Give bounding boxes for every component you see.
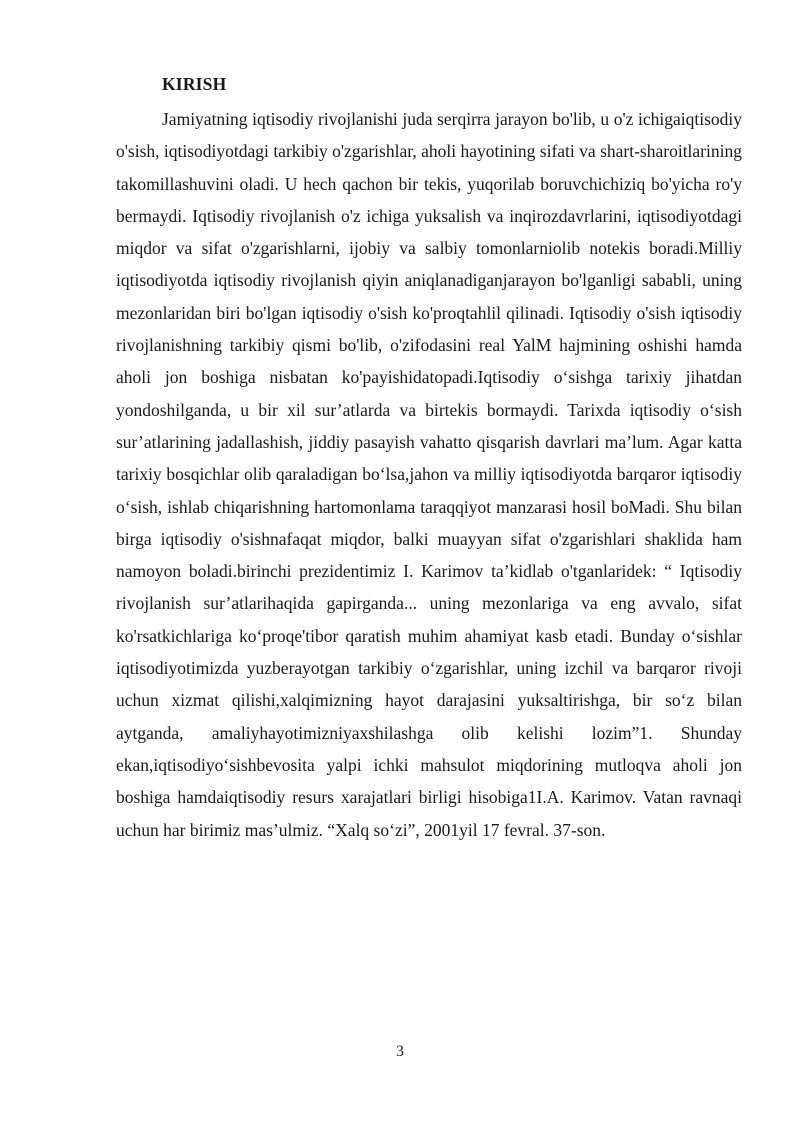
body-paragraph: Jamiyatning iqtisodiy rivojlanishi juda serqirra jarayon bo'lib, u o'z ichigaiqtisodiy o'sish, iqtisodiyotdagi tarkibiy o'zgarishlar, aholi hayotining sifati va shart-sharoitlarining takomillashuvini oladi. U hech qachon bir tekis, yuqorilab boruvchichiziq bo'yicha ro'y bermaydi. Iqtisodiy rivojlanish o'z ichiga yuksalish va inqirozdavrlarini, iqtisodiyotdagi miqdor va sifat o'zgarishlarni, ijobiy va salbiy tomonlarniolib notekis boradi.Milliy iqtisodiyotda iqtisodiy rivojlanish qiyin aniqlanadiganjarayon bo'lganligi sababli, uning mezonlaridan biri bo'lgan iqtisodiy o'sish ko'proqtahlil qilinadi. Iqtisodiy o'sish iqtisodiy rivojlanishning tarkibiy qismi bo'lib, o'zifodasini real YalM hajmining oshishi hamda aholi jon boshiga nisbatan ko'payishidatopadi.Iqtisodiy o‘sishga tarixiy jihatdan yondoshilganda, u bir xil sur’atlarda va birtekis bormaydi. Tarixda iqtisodiy o‘sish sur’atlarining jadallashish, jiddiy pasayish vahatto qisqarish davrlari ma’lum. Agar katta tarixiy bosqichlar olib qaraladigan bo‘lsa,jahon va milliy iqtisodiyotda barqaror iqtisodiy o‘sish, ishlab chiqarishning hartomonlama taraqqiyot manzarasi hosil boMadi. Shu bilan birga iqtisodiy o'sishnafaqat miqdor, balki muayyan sifat o'zgarishlari shaklida ham namoyon boladi.birinchi prezidentimiz I. Karimov ta’kidlab o'tganlaridek: “ Iqtisodiy rivojlanish sur’atlarihaqida gapirganda... uning mezonlariga va eng avvalo, sifat ko'rsatkichlariga ko‘proqe'tibor qaratish muhim ahamiyat kasb etadi. Bunday o‘sishlar iqtisodiyotimizda yuzberayotgan tarkibiy o‘zgarishlar, uning izchil va barqaror rivoji uchun xizmat qilishi,xalqimizning hayot darajasini yuksaltirishga, bir so‘z bilan aytganda, amaliyhayotimizniyaxshilashga olib kelishi lozim”1. Shunday ekan,iqtisodiyo‘sishbevosita yalpi ichki mahsulot miqdorining mutloqva aholi jon boshiga hamdaiqtisodiy resurs xarajatlari birligi hisobiga1I.A. Karimov. Vatan ravnaqi uchun har birimiz mas’ulmiz. “Xalq so‘zi”, 2001yil 17 fevral. 37-son. [116, 109, 742, 840]
section-heading: KIRISH [162, 74, 227, 94]
page-number: 3 [396, 1043, 404, 1060]
